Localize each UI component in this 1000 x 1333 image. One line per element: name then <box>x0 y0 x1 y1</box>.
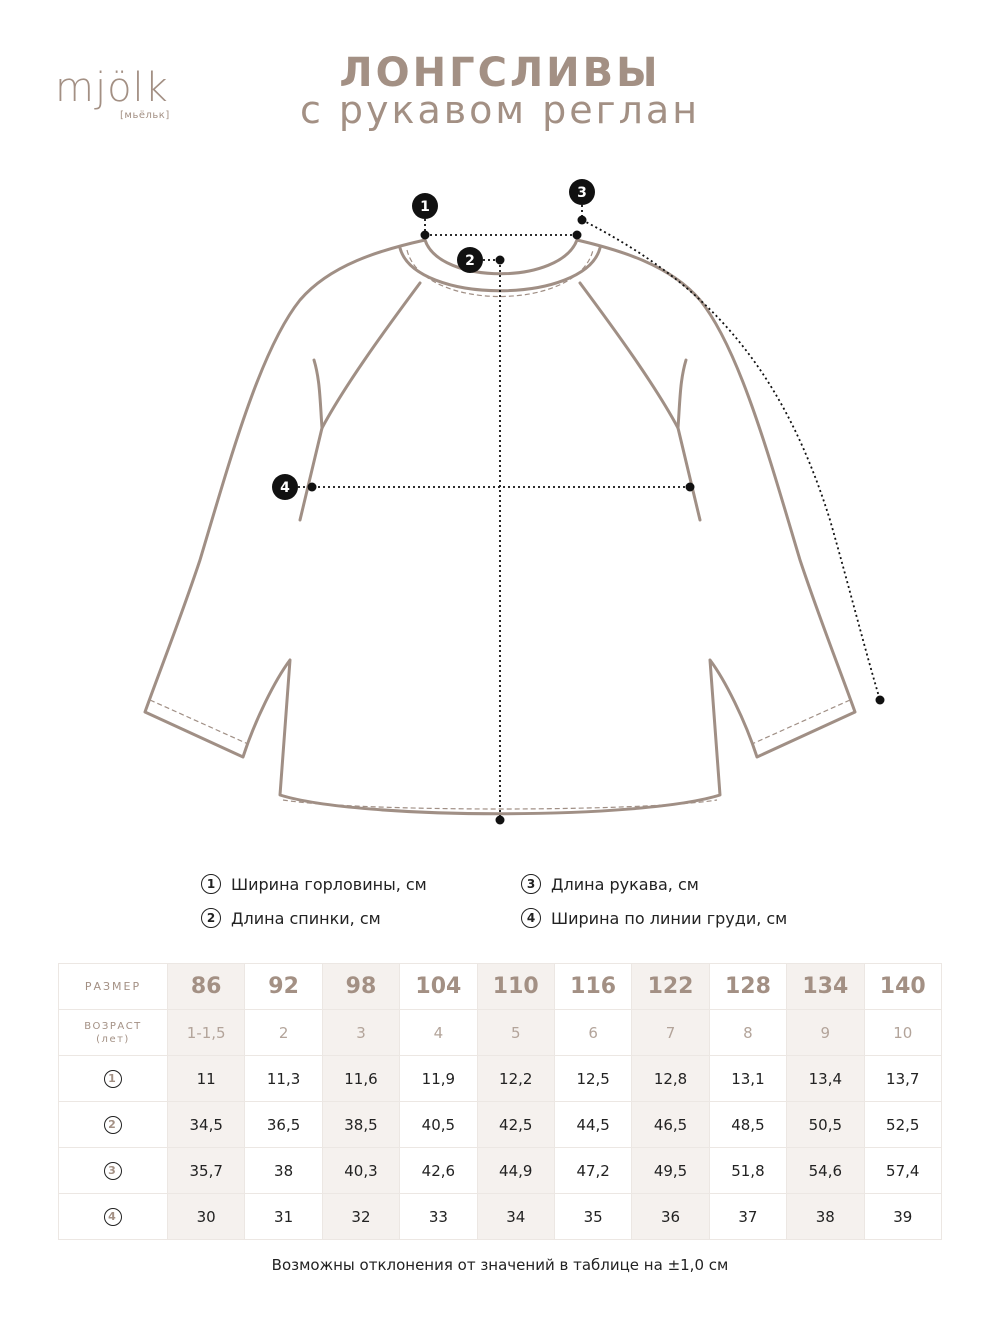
measurement-cell: 35,7 <box>168 1148 245 1194</box>
legend-number-2: 2 <box>201 908 221 928</box>
age-cell: 9 <box>787 1010 864 1056</box>
size-cell: 134 <box>787 964 864 1010</box>
measurement-row <box>59 1148 942 1194</box>
row-number-cell <box>59 1102 168 1148</box>
age-cell: 8 <box>709 1010 786 1056</box>
age-cell: 3 <box>322 1010 399 1056</box>
marker-4 <box>272 474 298 500</box>
measurement-cell: 32 <box>322 1194 399 1240</box>
measurement-cell: 34 <box>477 1194 554 1240</box>
measurement-cell: 13,4 <box>787 1056 864 1102</box>
size-cell: 110 <box>477 964 554 1010</box>
brand-subtitle: [мьёльк] <box>120 110 170 121</box>
legend-number-1: 1 <box>201 874 221 894</box>
legend-item-4 <box>521 908 787 928</box>
measurement-cell: 12,5 <box>554 1056 631 1102</box>
measurement-cell: 49,5 <box>632 1148 709 1194</box>
measurement-cell: 30 <box>168 1194 245 1240</box>
legend-item-1 <box>201 874 427 894</box>
age-cell: 6 <box>554 1010 631 1056</box>
page-subtitle: с рукавом реглан <box>299 88 701 132</box>
age-cell: 7 <box>632 1010 709 1056</box>
legend-label-2: Длина спинки, см <box>231 908 381 928</box>
measurement-cell: 40,5 <box>400 1102 477 1148</box>
marker-2-label: 2 <box>465 253 475 269</box>
measurement-cell: 34,5 <box>168 1102 245 1148</box>
measurement-cell: 52,5 <box>864 1102 941 1148</box>
row-number: 3 <box>104 1162 122 1180</box>
measurement-cell: 33 <box>400 1194 477 1240</box>
size-cell: 122 <box>632 964 709 1010</box>
age-header <box>59 1010 168 1056</box>
size-row <box>59 964 942 1010</box>
measurement-cell: 13,7 <box>864 1056 941 1102</box>
measurement-cell: 51,8 <box>709 1148 786 1194</box>
marker-1 <box>412 193 438 219</box>
measurement-cell: 38,5 <box>322 1102 399 1148</box>
legend-number-4: 4 <box>521 908 541 928</box>
chest-point-left <box>308 483 317 492</box>
size-cell: 98 <box>322 964 399 1010</box>
size-cell: 86 <box>168 964 245 1010</box>
legend-label-1: Ширина горловины, см <box>231 874 427 894</box>
measure-sleeve-length <box>582 220 880 700</box>
age-cell: 4 <box>400 1010 477 1056</box>
row-number-cell <box>59 1194 168 1240</box>
row-number: 4 <box>104 1208 122 1226</box>
age-cell: 5 <box>477 1010 554 1056</box>
measurement-cell: 54,6 <box>787 1148 864 1194</box>
measurement-cell: 47,2 <box>554 1148 631 1194</box>
size-cell: 116 <box>554 964 631 1010</box>
measurement-cell: 35 <box>554 1194 631 1240</box>
raglan-seam-right <box>580 283 700 520</box>
row-number-cell <box>59 1056 168 1102</box>
page-title: ЛОНГСЛИВЫ <box>339 50 661 96</box>
measurement-cell: 31 <box>245 1194 322 1240</box>
measurement-cell: 11,3 <box>245 1056 322 1102</box>
legend-item-3 <box>521 874 699 894</box>
row-number-cell <box>59 1148 168 1194</box>
marker-3-label: 3 <box>577 185 587 201</box>
marker-2 <box>457 247 483 273</box>
measurement-cell: 11,9 <box>400 1056 477 1102</box>
age-cell: 10 <box>864 1010 941 1056</box>
marker-3 <box>569 179 595 205</box>
age-header-line1: ВОЗРАСТ <box>84 1020 142 1032</box>
age-cell: 1-1,5 <box>168 1010 245 1056</box>
row-number: 1 <box>104 1070 122 1088</box>
measurement-cell: 44,5 <box>554 1102 631 1148</box>
sleeve-point-bottom <box>876 696 885 705</box>
measurement-cell: 40,3 <box>322 1148 399 1194</box>
measurement-cell: 11 <box>168 1056 245 1102</box>
marker-1-label: 1 <box>420 199 430 215</box>
raglan-seam-left <box>300 283 420 520</box>
legend-label-3: Длина рукава, см <box>551 874 699 894</box>
back-point-bottom <box>496 816 505 825</box>
measurement-cell: 11,6 <box>322 1056 399 1102</box>
measurement-cell: 42,6 <box>400 1148 477 1194</box>
size-cell: 104 <box>400 964 477 1010</box>
measurement-cell: 37 <box>709 1194 786 1240</box>
measurement-cell: 42,5 <box>477 1102 554 1148</box>
row-number: 2 <box>104 1116 122 1134</box>
longsleeve-measurement-diagram <box>0 170 1000 840</box>
size-cell: 92 <box>245 964 322 1010</box>
neck-outer <box>400 248 600 291</box>
measurement-cell: 57,4 <box>864 1148 941 1194</box>
brand-name: mjölk <box>55 65 169 111</box>
measurement-row <box>59 1194 942 1240</box>
measurement-cell: 13,1 <box>709 1056 786 1102</box>
marker-4-label: 4 <box>280 480 290 496</box>
chest-point-right <box>686 483 695 492</box>
age-cell: 2 <box>245 1010 322 1056</box>
age-header-line2: (лет) <box>96 1033 130 1045</box>
armpit-right <box>678 360 686 428</box>
measurement-cell: 46,5 <box>632 1102 709 1148</box>
measurement-row <box>59 1102 942 1148</box>
size-table <box>58 963 942 1240</box>
measurement-cell: 12,8 <box>632 1056 709 1102</box>
measurement-cell: 44,9 <box>477 1148 554 1194</box>
size-cell: 140 <box>864 964 941 1010</box>
footnote: Возможны отклонения от значений в таблице на ±1,0 см <box>271 1256 729 1274</box>
measurement-cell: 12,2 <box>477 1056 554 1102</box>
neck-point-right <box>573 231 582 240</box>
back-point-top <box>496 256 505 265</box>
sleeve-point-top <box>578 216 587 225</box>
size-cell: 128 <box>709 964 786 1010</box>
measurement-cell: 48,5 <box>709 1102 786 1148</box>
measurement-cell: 36 <box>632 1194 709 1240</box>
age-row <box>59 1010 942 1056</box>
neck-point-left <box>421 231 430 240</box>
legend-label-4: Ширина по линии груди, см <box>551 908 788 928</box>
legend-number-3: 3 <box>521 874 541 894</box>
measurement-cell: 36,5 <box>245 1102 322 1148</box>
armpit-left <box>314 360 322 428</box>
measurement-cell: 38 <box>245 1148 322 1194</box>
measurement-cell: 38 <box>787 1194 864 1240</box>
size-header: РАЗМЕР <box>59 964 168 1010</box>
measurement-cell: 39 <box>864 1194 941 1240</box>
measurement-row <box>59 1056 942 1102</box>
legend-item-2 <box>201 908 381 928</box>
measurement-cell: 50,5 <box>787 1102 864 1148</box>
